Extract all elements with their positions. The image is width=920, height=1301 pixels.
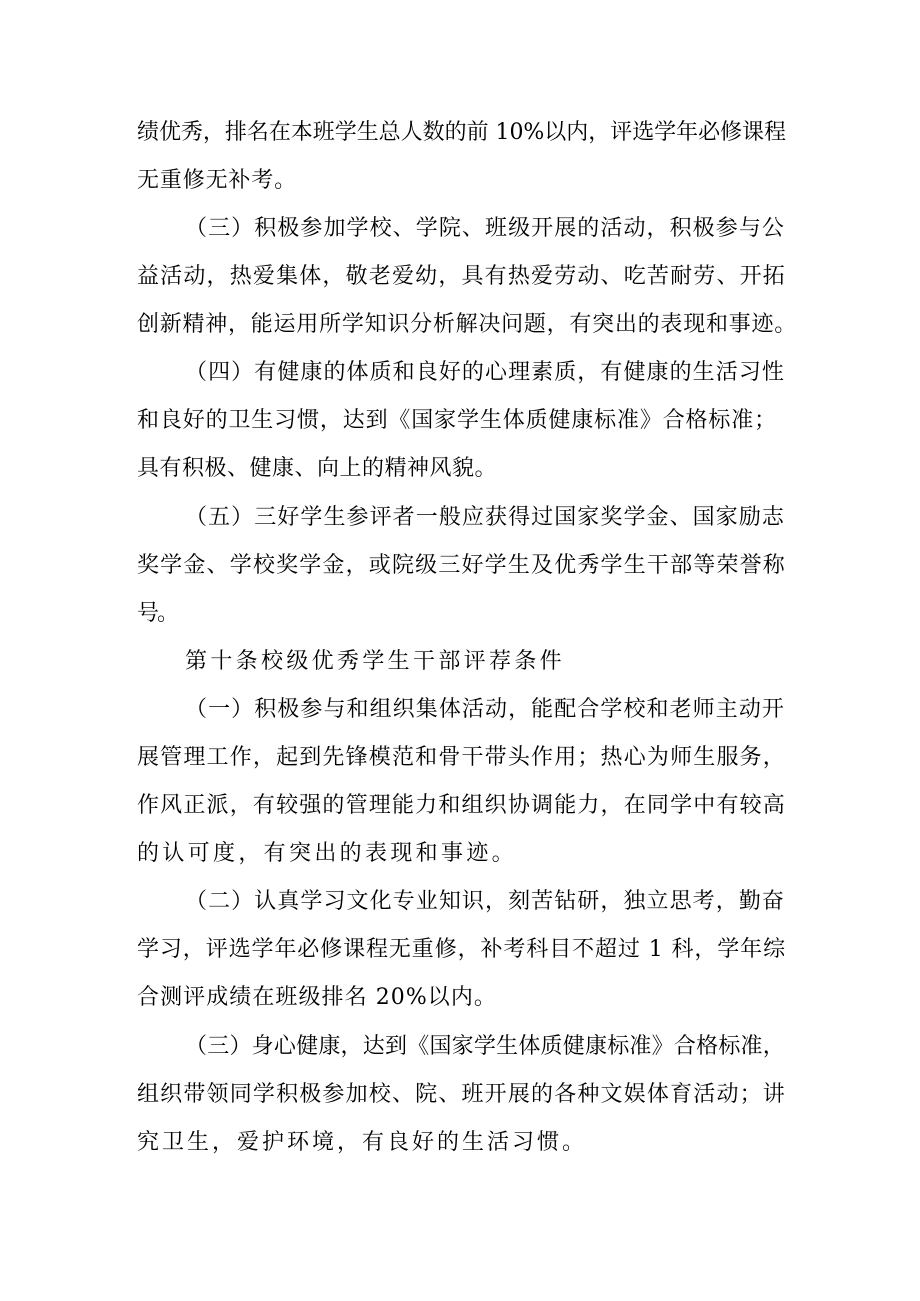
text-line: （二）认真学习文化专业知识，刻苦钻研，独立思考，勤奋	[185, 889, 785, 914]
text-line: 展管理工作，起到先锋模范和骨干带头作用；热心为师生服务，	[137, 745, 786, 770]
text-line: 奖学金、学校奖学金，或院级三好学生及优秀学生干部等荣誉称	[137, 553, 786, 578]
text-line: 作风正派，有较强的管理能力和组织协调能力，在同学中有较高	[137, 793, 786, 818]
text-line: 和良好的卫生习惯，达到《国家学生体质健康标准》合格标准；	[137, 408, 777, 433]
text-line: 究卫生，爱护环境，有良好的生活习惯。	[137, 1130, 587, 1155]
section-heading: 第十条校级优秀学生干部评荐条件	[185, 649, 565, 674]
text-line: （一）积极参与和组织集体活动，能配合学校和老师主动开	[185, 697, 785, 722]
text-line: （五）三好学生参评者一般应获得过国家奖学金、国家励志	[185, 505, 785, 530]
text-line: （四）有健康的体质和良好的心理素质，有健康的生活习性	[185, 360, 785, 385]
text-line: 学习，评选学年必修课程无重修，补考科目不超过 1 科，学年综	[137, 937, 786, 962]
text-line: （三）身心健康，达到《国家学生体质健康标准》合格标准，	[185, 1034, 785, 1059]
text-line: 合测评成绩在班级排名 20%以内。	[137, 985, 497, 1010]
text-line: 创新精神，能运用所学知识分析解决问题，有突出的表现和事迹。	[137, 312, 797, 337]
text-line: 具有积极、健康、向上的精神风貌。	[137, 456, 497, 481]
text-line: 的认可度，有突出的表现和事迹。	[137, 841, 517, 866]
text-line: 组织带领同学积极参加校、院、班开展的各种文娱体育活动；讲	[137, 1082, 786, 1107]
text-line: 益活动，热爱集体，敬老爱幼，具有热爱劳动、吃苦耐劳、开拓	[137, 264, 786, 289]
text-line: 绩优秀，排名在本班学生总人数的前 10%以内，评选学年必修课程	[137, 120, 786, 145]
text-line: （三）积极参加学校、学院、班级开展的活动，积极参与公	[185, 216, 785, 241]
text-line: 无重修无补考。	[137, 168, 297, 193]
text-line: 号。	[137, 601, 177, 626]
